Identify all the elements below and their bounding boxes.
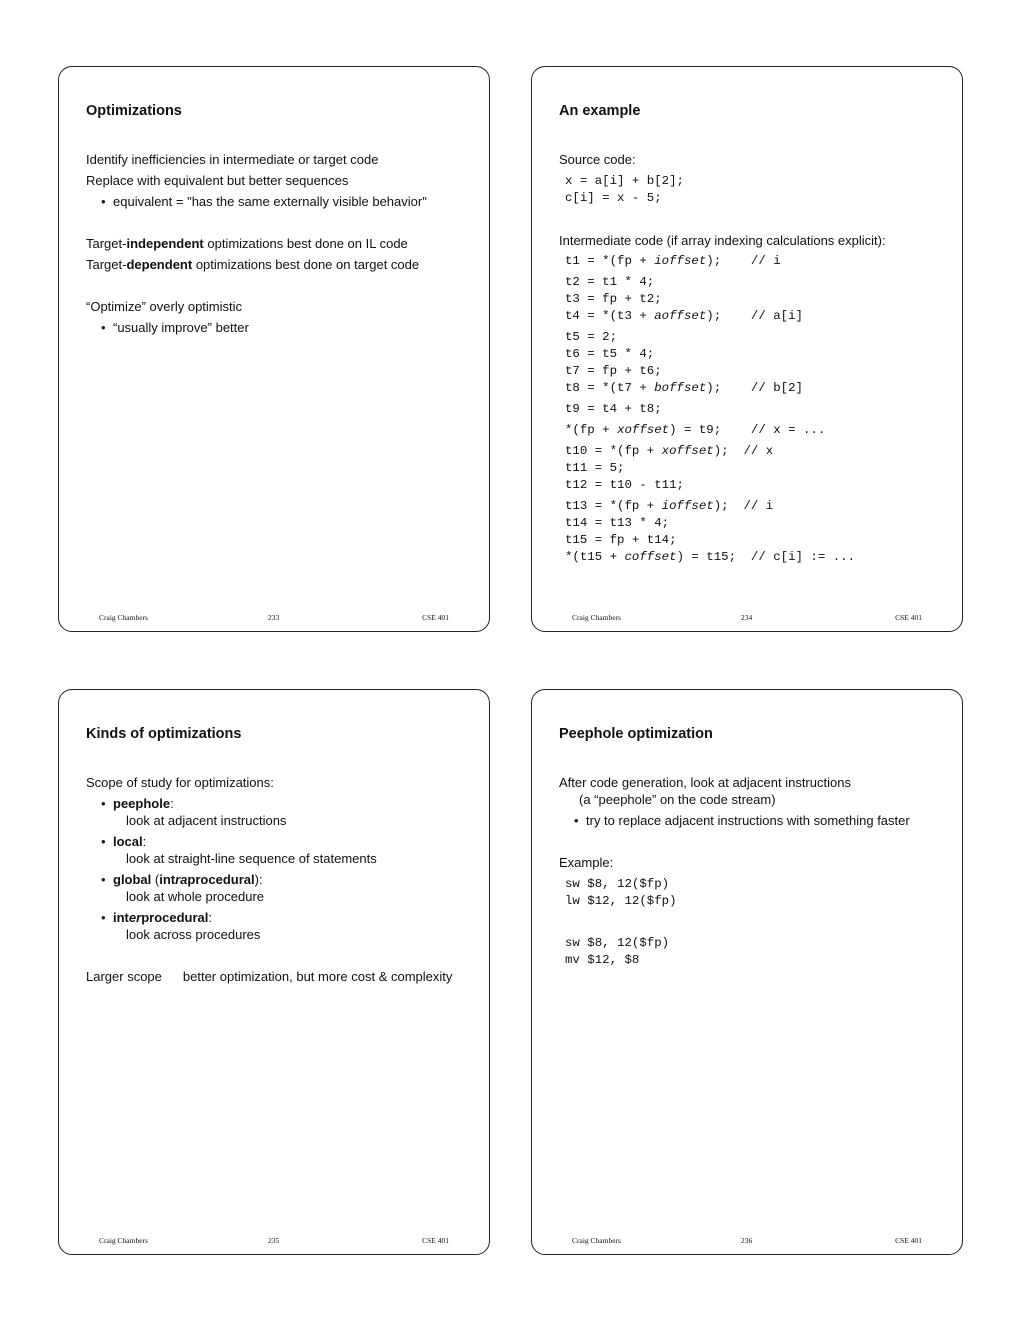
text-line: look at straight-line sequence of statements <box>126 851 377 866</box>
text-line: “Optimize” overly optimistic <box>86 299 243 314</box>
code-line: t14 = t13 * 4; <box>565 516 670 530</box>
text-line: look at adjacent instructions <box>126 813 287 828</box>
footer-course: CSE 401 <box>895 613 922 622</box>
code-line: t6 = t5 * 4; <box>565 347 655 361</box>
il-label: Intermediate code (if array indexing calculations explicit): <box>559 233 886 248</box>
text-line: Target-independent optimizations best done on IL code <box>86 236 408 251</box>
text-line: Larger scope better optimization, but more cost & complexity <box>86 969 453 984</box>
source-label: Source code: <box>559 152 636 167</box>
footer-author: Craig Chambers <box>572 613 621 622</box>
footer-author: Craig Chambers <box>572 1236 621 1245</box>
slide-236 <box>531 689 963 1255</box>
text-line: After code generation, look at adjacent instructions <box>559 775 851 790</box>
footer-course: CSE 401 <box>422 1236 449 1245</box>
bullet-icon: • <box>101 796 106 811</box>
code-line: t3 = fp + t2; <box>565 292 662 306</box>
slide-title: An example <box>559 103 641 119</box>
text-line: Scope of study for optimizations: <box>86 775 274 790</box>
code-line: sw $8, 12($fp) <box>565 877 670 891</box>
footer-page-number: 234 <box>741 613 753 622</box>
slide-title: Optimizations <box>86 103 182 119</box>
code-line: t12 = t10 - t11; <box>565 478 684 492</box>
slide-235 <box>58 689 490 1255</box>
footer-page-number: 235 <box>268 1236 280 1245</box>
code-line: t11 = 5; <box>565 461 625 475</box>
code-line: mv $12, $8 <box>565 953 640 967</box>
bullet-item: • local: <box>101 834 147 849</box>
code-line: t4 = *(t3 + aoffset); // a[i] <box>565 309 803 323</box>
code-line: sw $8, 12($fp) <box>565 936 670 950</box>
bullet-text: “usually improve” better <box>113 320 249 335</box>
code-line: t1 = *(fp + ioffset); // i <box>565 254 781 268</box>
code-line: c[i] = x - 5; <box>565 191 662 205</box>
code-line: lw $12, 12($fp) <box>565 894 677 908</box>
slide-title: Peephole optimization <box>559 726 713 742</box>
bullet-item: • interprocedural: <box>101 910 212 925</box>
bullet-item <box>101 320 249 335</box>
text-line: look at whole procedure <box>126 889 265 904</box>
bullet-item <box>574 813 910 828</box>
bullet-icon: • <box>101 320 106 335</box>
text-line: look across procedures <box>126 927 261 942</box>
footer-author: Craig Chambers <box>99 613 148 622</box>
footer-page-number: 233 <box>268 613 280 622</box>
text-line: (a “peephole” on the code stream) <box>579 792 776 807</box>
bullet-icon: • <box>101 872 106 887</box>
code-line: t2 = t1 * 4; <box>565 275 655 289</box>
code-line: t15 = fp + t14; <box>565 533 677 547</box>
footer-course: CSE 401 <box>422 613 449 622</box>
bullet-icon: • <box>101 910 106 925</box>
code-line: t5 = 2; <box>565 330 618 344</box>
text-line: Target-dependent optimizations best done on target code <box>86 257 420 272</box>
code-line: t10 = *(fp + xoffset); // x <box>565 444 774 458</box>
footer-author: Craig Chambers <box>99 1236 148 1245</box>
slide-234 <box>531 66 963 632</box>
text-line: Example: <box>559 855 614 870</box>
bullet-item <box>101 194 427 209</box>
bullet-item: • global (intraprocedural): <box>101 872 263 887</box>
bullet-icon: • <box>101 834 106 849</box>
bullet-text: try to replace adjacent instructions with something faster <box>586 813 910 828</box>
code-line: t8 = *(t7 + boffset); // b[2] <box>565 381 803 395</box>
bullet-item: • peephole: <box>101 796 174 811</box>
code-line: t9 = t4 + t8; <box>565 402 662 416</box>
code-line: t13 = *(fp + ioffset); // i <box>565 499 774 513</box>
code-line: *(fp + xoffset) = t9; // x = ... <box>565 423 826 437</box>
slide-title: Kinds of optimizations <box>86 726 242 742</box>
code-line: t7 = fp + t6; <box>565 364 662 378</box>
text-line: Identify inefficiencies in intermediate or target code <box>86 152 379 167</box>
slide-233 <box>58 66 490 632</box>
footer-course: CSE 401 <box>895 1236 922 1245</box>
code-line: x = a[i] + b[2]; <box>565 174 684 188</box>
code-line: *(t15 + coffset) = t15; // c[i] := ... <box>565 550 856 564</box>
bullet-icon: • <box>101 194 106 209</box>
text-line: Replace with equivalent but better sequences <box>86 173 349 188</box>
footer-page-number: 236 <box>741 1236 753 1245</box>
bullet-text: equivalent = "has the same externally visible behavior" <box>113 194 427 209</box>
bullet-icon: • <box>574 813 579 828</box>
